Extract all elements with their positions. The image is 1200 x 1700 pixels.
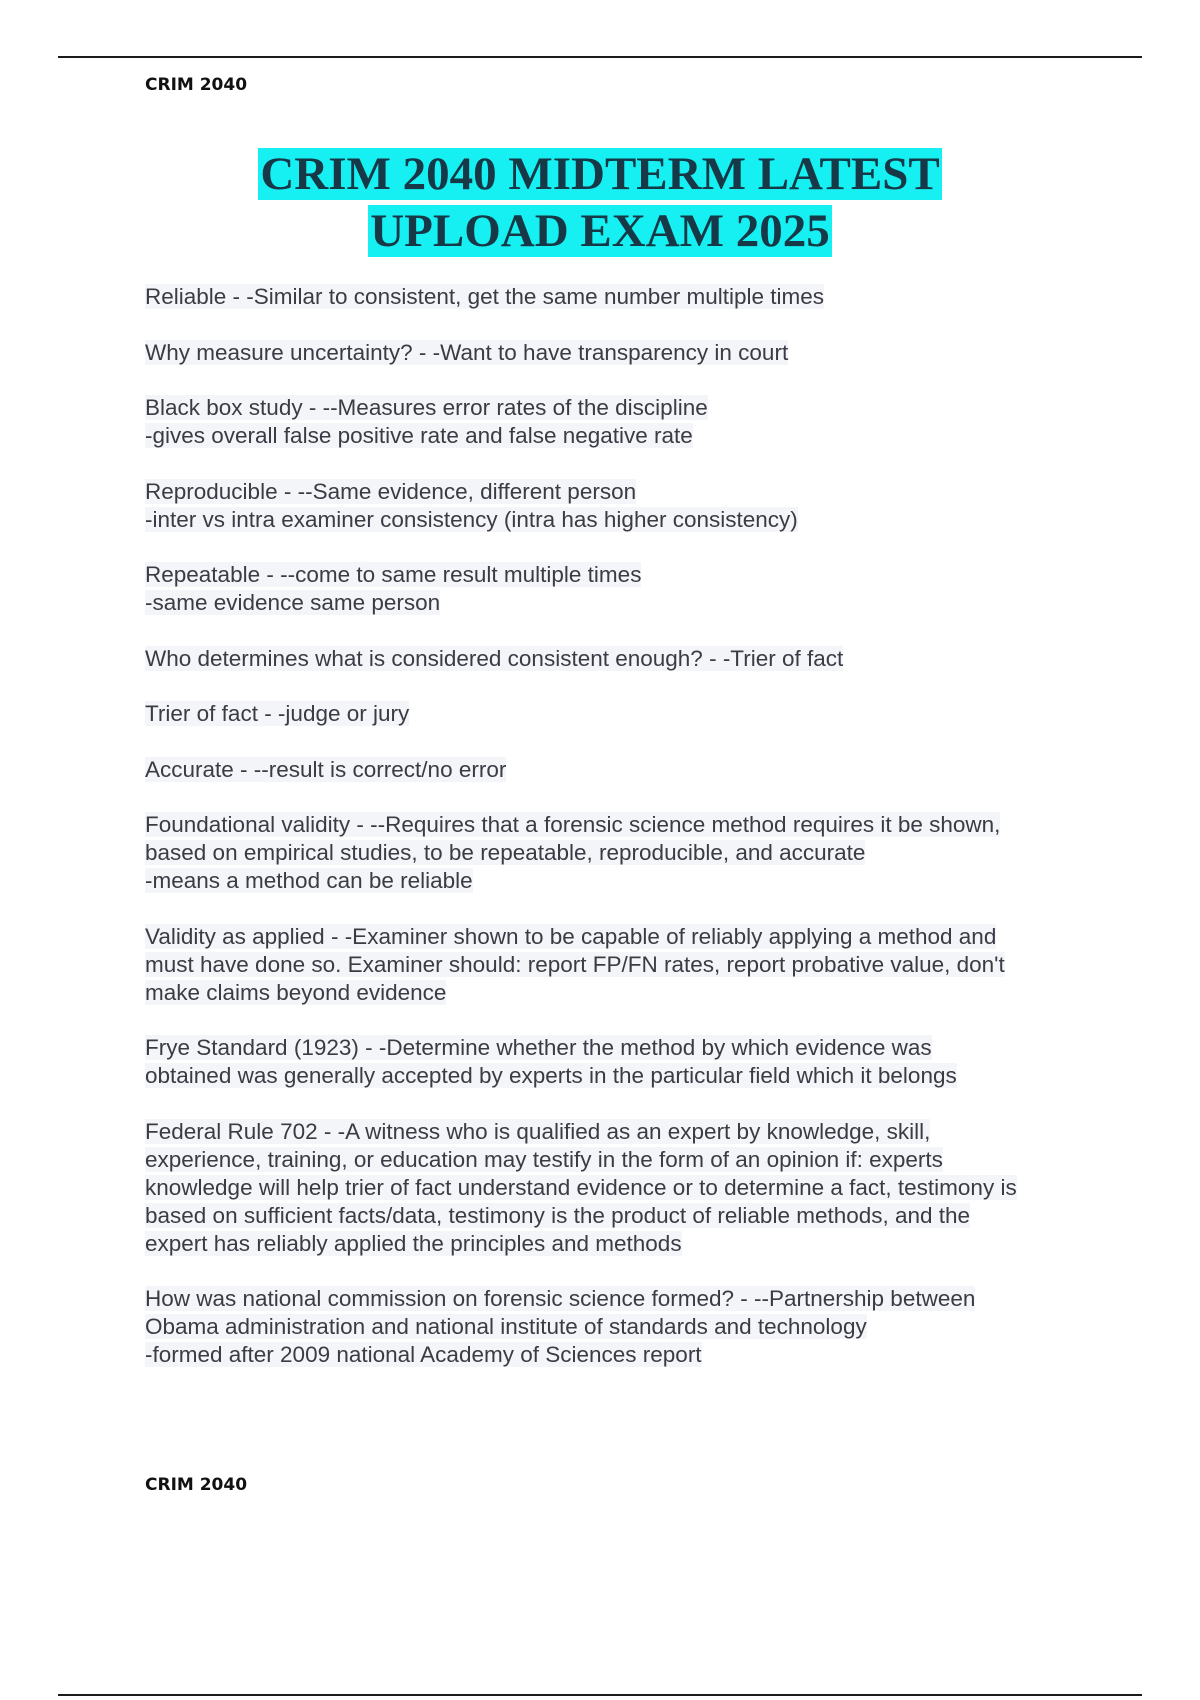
qa-item-line: [145, 1341, 1095, 1369]
qa-item-text: Frye Standard (1923) - -Determine whether the method by which evidence was: [145, 1035, 932, 1060]
qa-item-line: [145, 1202, 1095, 1230]
qa-item-line: [145, 700, 1095, 728]
qa-item-line: [145, 867, 1095, 895]
qa-item-line: [145, 951, 1095, 979]
qa-item: [145, 394, 1095, 450]
qa-item: [145, 1285, 1095, 1369]
qa-item-line: [145, 506, 1095, 534]
qa-item-line: [145, 1313, 1095, 1341]
qa-item-text: Trier of fact - -judge or jury: [145, 701, 410, 726]
qa-item-line: [145, 283, 1095, 311]
qa-item-text: How was national commission on forensic science formed? - --Partnership between: [145, 1286, 976, 1311]
qa-item: [145, 478, 1095, 534]
qa-item-text: Reliable - -Similar to consistent, get the same number multiple times: [145, 284, 825, 309]
qa-item-line: [145, 645, 1095, 673]
qa-item-line: [145, 923, 1095, 951]
header-rule: [58, 56, 1142, 58]
qa-item: [145, 1118, 1095, 1258]
qa-item-text: obtained was generally accepted by experts in the particular field which it belongs: [145, 1063, 957, 1088]
qa-item: [145, 339, 1095, 367]
qa-item-line: [145, 979, 1095, 1007]
qa-item-text: -same evidence same person: [145, 590, 441, 615]
footer-label: CRIM 2040: [145, 1475, 248, 1495]
qa-item-line: [145, 339, 1095, 367]
qa-item-line: [145, 811, 1095, 839]
qa-item-line: [145, 561, 1095, 589]
qa-item-text: Validity as applied - -Examiner shown to be capable of reliably applying a method and: [145, 923, 997, 949]
title-line-1-text: CRIM 2040 MIDTERM LATEST: [260, 148, 940, 200]
qa-item-text: Foundational validity - --Requires that a forensic science method requires it be shown,: [145, 812, 1001, 837]
qa-item-text: -inter vs intra examiner consistency (intra has higher consistency): [145, 506, 798, 532]
qa-item-line: [145, 394, 1095, 422]
qa-item-line: [145, 1285, 1095, 1313]
header-label: CRIM 2040: [145, 75, 248, 95]
qa-item-line: [145, 589, 1095, 617]
qa-item-line: [145, 756, 1095, 784]
qa-item-text: Obama administration and national institute of standards and technology: [145, 1314, 867, 1339]
qa-item: [145, 923, 1095, 1007]
title-line-1: [0, 146, 1200, 203]
qa-item-line: [145, 1034, 1095, 1062]
qa-item-text: Reproducible - --Same evidence, different person: [145, 478, 637, 504]
qa-item-text: -gives overall false positive rate and false negative rate: [145, 423, 693, 448]
qa-item-line: [145, 1230, 1095, 1258]
qa-item: [145, 561, 1095, 617]
qa-item-text: Black box study - --Measures error rates of the discipline: [145, 395, 708, 420]
qa-item-text: Repeatable - --come to same result multiple times: [145, 562, 642, 587]
qa-item: [145, 700, 1095, 728]
qa-item-line: [145, 1174, 1095, 1202]
qa-item-text: experience, training, or education may testify in the form of an opinion if: experts: [145, 1146, 943, 1172]
qa-list: [145, 283, 1095, 1397]
qa-item: [145, 1034, 1095, 1090]
title-line-2-text: UPLOAD EXAM 2025: [370, 205, 830, 257]
qa-item-text: must have done so. Examiner should: report FP/FN rates, report probative value, don't: [145, 951, 1005, 977]
qa-item-line: [145, 478, 1095, 506]
qa-item: [145, 645, 1095, 673]
qa-item-line: [145, 1146, 1095, 1174]
qa-item-line: [145, 1062, 1095, 1090]
qa-item-text: based on empirical studies, to be repeatable, reproducible, and accurate: [145, 840, 866, 865]
qa-item-text: based on sufficient facts/data, testimony is the product of reliable methods, and the: [145, 1202, 971, 1228]
qa-item-line: [145, 1118, 1095, 1146]
footer-rule: [58, 1694, 1142, 1696]
qa-item-line: [145, 422, 1095, 450]
qa-item-text: make claims beyond evidence: [145, 979, 447, 1005]
qa-item-line: [145, 839, 1095, 867]
qa-item-text: -means a method can be reliable: [145, 868, 473, 893]
qa-item-text: Federal Rule 702 - -A witness who is qualified as an expert by knowledge, skill,: [145, 1118, 931, 1144]
qa-item-text: knowledge will help trier of fact understand evidence or to determine a fact, testimony is: [145, 1174, 1017, 1200]
qa-item: [145, 756, 1095, 784]
qa-item-text: expert has reliably applied the principles and methods: [145, 1230, 682, 1256]
qa-item-text: Who determines what is considered consistent enough? - -Trier of fact: [145, 645, 844, 671]
document-title: [0, 146, 1200, 260]
qa-item-text: -formed after 2009 national Academy of Sciences report: [145, 1342, 702, 1367]
qa-item: [145, 811, 1095, 895]
title-line-2: [0, 203, 1200, 260]
qa-item: [145, 283, 1095, 311]
qa-item-text: Why measure uncertainty? - -Want to have transparency in court: [145, 339, 789, 365]
qa-item-text: Accurate - --result is correct/no error: [145, 756, 507, 782]
